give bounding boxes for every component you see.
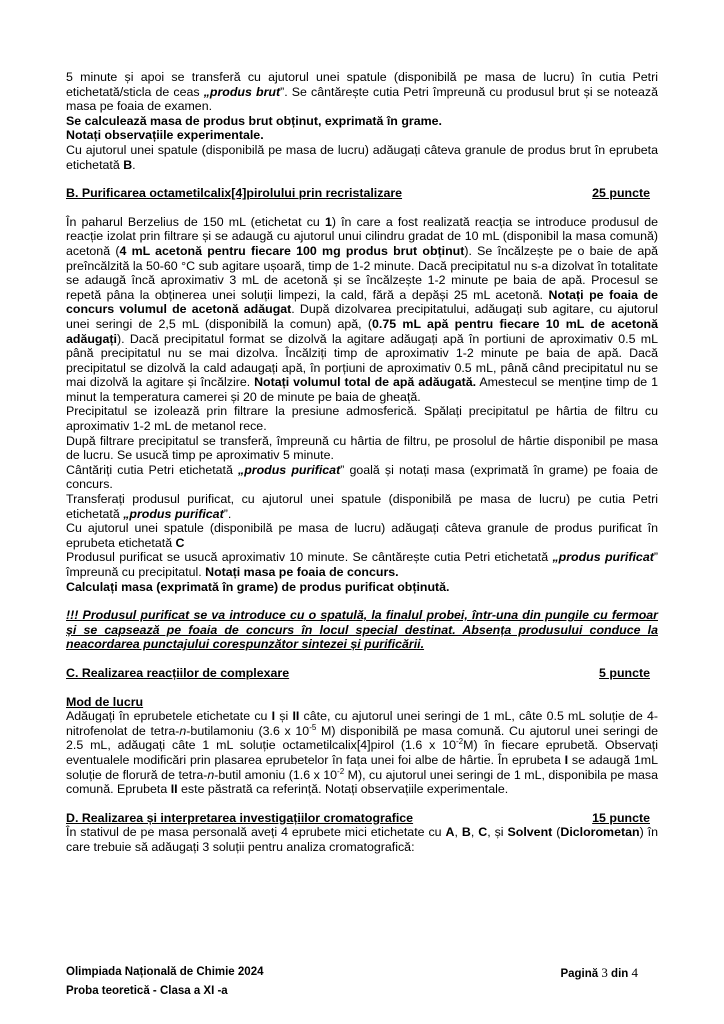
page-number: Pagină 3 din 4 [560,965,638,980]
section-b-points: 25 puncte [592,186,650,201]
warning-notice: !!! Produsul purificat se va introduce cu o spatulă, la finalul probei, într-una din pungile cu fermoar și se capsează pe foaia de concurs în locul special destinat. Absența produsului conduce la neacordarea punctajului corespunzător sintezei și purificării. [66,608,658,652]
paragraph-sample-c: Cu ajutorul unei spatule (disponibilă pe masa de lucru) adăugați câteva granule de produs purificat în eprubeta etichetată C [66,521,658,550]
instruction-calc-purified: Calculați masa (exprimată în grame) de produs purificat obținută. [66,579,450,594]
paragraph-brut-transfer: 5 minute și apoi se transferă cu ajutorul unei spatule (disponibilă pe masa de lucru) în cutia Petri etichetată/sticla de ceas „produs brut”. Se cântărește cutia Petri împreună cu produsul brut și se notează masa pe foaia de examen. [66,70,659,114]
section-c-title: C. Realizarea reacțiilor de complexare [66,665,290,680]
section-d-title: D. Realizarea și interpretarea investigațiilor cromatografice [66,810,414,825]
section-c-heading [66,666,658,681]
instruction-calc-brut: Se calculează masa de produs brut obținut, exprimată în grame. [66,113,442,128]
paragraph-filtration: Precipitatul se izolează prin filtrare la presiune admosferică. Spălați precipitatul pe hârtia de filtru cu aproximativ 1-2 mL de metanol rece. [66,404,658,434]
paragraph-drying: După filtrare precipitatul se transferă, împreună cu hârtia de filtru, pe prosolul de hârtie disponibil pe masa de lucru. Se usucă timp pe aproximativ 5 minute. [66,433,658,463]
paragraph-recrystallization: În paharul Berzelius de 150 mL (etichetat cu 1) în care a fost realizată reacția se introduce produsul de reacție izolat prin filtrare și se adaugă cu ajutorul unui cilindru gradat de 10 mL (disponibil la masa comună) acetonă (4 mL acetonă pentru fiecare 100 mg produs brut obținut). Se încălzește pe o baie de apă preîncălzită la 50-60 °C sub agitare ușoară, timp de 1-2 minute. Dacă precipitatul nu s-a dizolvat în totalitate se adaugă încă aproximativ 3 mL de acetonă și se încălzește 1-2 minute pe baia de apă. Procesul se repetă pâna la obținerea unei soluții limpezi, la cald, fără a depăși 25 mL acetonă. Notați pe foaia de concurs volumul de acetonă adăugat. După dizolvarea precipitatului, adăugați sub agitare, cu ajutorul unei seringi de 2,5 mL (disponibilă la comun) apă, (0.75 mL apă pentru fiecare 10 mL de acetonă adăugați). Dacă precipitatul format se dizolvă la agitare adăugați apă în portiuni de aproximativ 0.5 mL până precipitatul nu se mai dizolva. Încălziți timp de aproximativ 1-2 minute pe baia de apă. Dacă precipitatul se dizolvă la cald adaugați apă, în porțiuni de aproximativ 0.5 mL, până când precipitatul nu se mai dizolvă la agitare și încălzire. Notați volumul total de apă adăugată. Amestecul se menține timp de 1 minut la temperatura camerei și 20 de minute pe baia de gheață. [66,214,658,404]
document-body [66,70,658,855]
section-b-title: B. Purificarea octametilcalix[4]pirolului prin recristalizare [66,186,403,201]
paragraph-transfer-purified: Transferați produsul purificat, cu ajutorul unei spatule (disponibilă pe masa de lucru) pe cutia Petri etichetată „produs purificat”. [66,492,658,521]
section-c-points: 5 puncte [599,665,650,680]
paragraph-chromatography: În stativul de pe masa personală aveți 4 eprubete mici etichetate cu A, B, C, și Solvent (Diclorometan) în care trebuie să adăugați 3 soluții pentru analiza cromatografică: [66,825,658,854]
section-d-heading [66,811,658,826]
instruction-observations: Notați observațiile experimentale. [66,128,264,143]
footer-title: Olimpiada Națională de Chimie 2024 [66,966,264,978]
section-c-subtitle: Mod de lucru [66,694,144,709]
page-footer [66,964,638,1000]
paragraph-weigh-purified: Produsul purificat se usucă aproximativ 10 minute. Se cântărește cutia Petri etichetată „produs purificat” împreună cu precipitatul. Notați masa pe foaia de concurs. [66,550,658,579]
paragraph-weigh-empty: Cântăriți cutia Petri etichetată „produs purificat” goală și notați masa (exprimată în grame) pe foaia de concurs. [66,462,658,492]
section-b-heading [66,186,658,201]
paragraph-sample-b: Cu ajutorul unei spatule (disponibilă pe masa de lucru) adăugați câteva granule de produs brut în eprubeta etichetată B. [66,142,658,172]
section-d-points: 15 puncte [592,810,650,825]
paragraph-complexation: Adăugați în eprubetele etichetate cu I și II câte, cu ajutorul unei seringi de 1 mL, câte 0.5 mL soluție de 4-nitrofenolat de tetra-n-butilamoniu (3.6 x $10^{-5}$ M) disponibilă pe masa comună. Cu ajutorul unei seringi de 2.5 mL, adăugați câte 1 mL soluție octametilcalix[4]pirol (1.6 x $10^{-2}M$) în fiecare eprubetă. Observați eventualele modificări prin plasarea eprubetelor în fața unei foi albe de hârtie. În eprubeta I se adaugă 1mL soluție de florură de tetra-n-butil amoniu (1.6 x $10^{-2}$ M), cu ajutorul unei seringi de 1 mL, disponibila pe masa comună. Eprubeta II este păstrată ca referință. Notați observațiile experimentale. [66,709,658,797]
footer-subtitle: Proba teoretică - Clasa a XI -a [66,985,228,997]
